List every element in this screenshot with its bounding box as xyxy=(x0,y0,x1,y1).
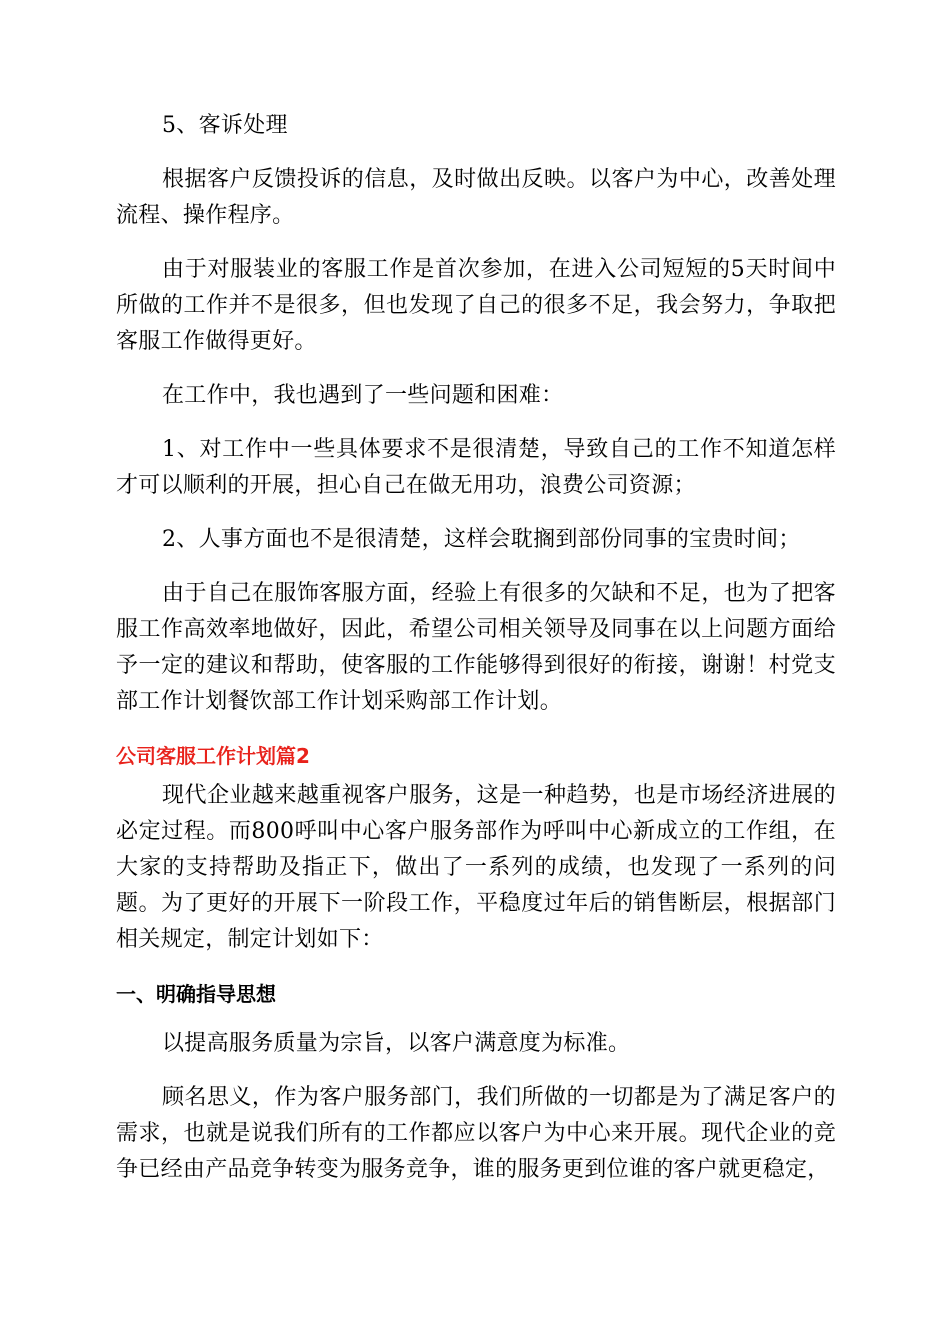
paragraph-request-help: 由于自己在服饰客服方面，经验上有很多的欠缺和不足，也为了把客服工作高效率地做好，因此，希望公司相关领导及同事在以上问题方面给予一定的建议和帮助，使客服的工作能够得到很好的衔接，谢谢！村党支部工作计划餐饮部工作计划采购部工作计划。 xyxy=(116,581,836,714)
subheading-guiding-ideology: 一、明确指导思想 xyxy=(116,982,276,1006)
paragraph-modern-enterprise: 现代企业越来越重视客户服务，这是一种趋势，也是市场经济进展的必定过程。而800呼叫中心客户服务部作为呼叫中心新成立的工作组，在大家的支持帮助及指正下，做出了一系列的成绩，也发现了一系列的问题。为了更好的开展下一阶段工作，平稳度过年后的销售断层，根据部门相关规定，制定计划如下： xyxy=(116,783,836,952)
paragraph-service-purpose: 以提高服务质量为宗旨，以客户满意度为标准。 xyxy=(162,1031,631,1056)
document-page xyxy=(116,108,836,1206)
paragraph-problem-1: 1、对工作中一些具体要求不是很清楚，导致自己的工作不知道怎样才可以顺利的开展，担心自己在做无用功，浪费公司资源； xyxy=(116,437,836,498)
paragraph-complaint-handling: 根据客户反馈投诉的信息，及时做出反映。以客户为中心，改善处理流程、操作程序。 xyxy=(116,167,836,228)
paragraph-problems-intro: 在工作中，我也遇到了一些问题和困难： xyxy=(162,383,564,408)
paragraph-customer-centered: 顾名思义，作为客户服务部门，我们所做的一切都是为了满足客户的需求，也就是说我们所有的工作都应以客户为中心来开展。现代企业的竞争已经由产品竞争转变为服务竞争，谁的服务更到位谁的客户就更稳定， xyxy=(116,1085,836,1182)
paragraph-complaint-heading: 5、客诉处理 xyxy=(162,113,288,138)
section-title: 公司客服工作计划篇2 xyxy=(116,744,310,768)
paragraph-first-time-work: 由于对服装业的客服工作是首次参加，在进入公司短短的5天时间中所做的工作并不是很多，但也发现了自己的很多不足，我会努力，争取把客服工作做得更好。 xyxy=(116,257,836,354)
paragraph-problem-2: 2、人事方面也不是很清楚，这样会耽搁到部份同事的宝贵时间； xyxy=(162,527,801,552)
